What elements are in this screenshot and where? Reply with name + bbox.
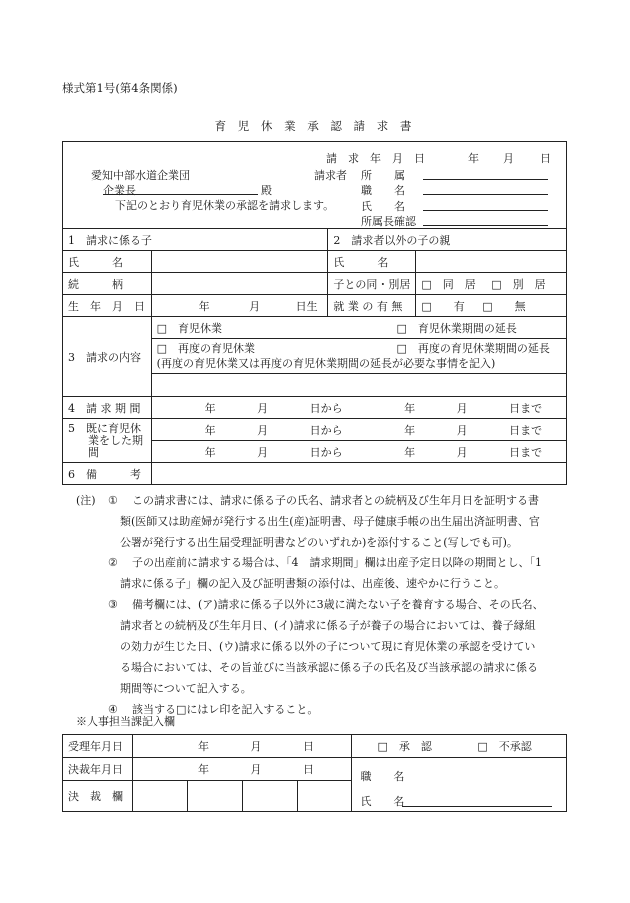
child-birthdate-label: 生 年 月 日 — [63, 295, 152, 317]
addressee-suffix: 殿 — [261, 184, 272, 197]
approval-box-4[interactable] — [297, 781, 352, 812]
prev1-from-day-unit: 日から — [309, 423, 343, 437]
cohabit-separate-checkbox[interactable]: □ 別 居 — [491, 277, 546, 291]
decided-date-field[interactable] — [132, 758, 352, 781]
position-label: 職 名 — [361, 184, 405, 197]
note-3-line-4: る場合においては、その旨並びに当該承認に係る子の氏名及び当該承認の請求に係る — [120, 661, 538, 674]
form-number: 様式第1号(第4条関係) — [62, 81, 178, 95]
request-date-label: 請 求 年 月 日 — [326, 152, 425, 165]
request-date-year-unit: 年 — [468, 152, 479, 165]
supervisor-confirm-label: 所属長確認 — [361, 215, 416, 228]
prev2-to-month-unit: 月 — [456, 445, 468, 459]
prev2-from-year-unit: 年 — [204, 445, 216, 459]
received-date-field[interactable] — [132, 735, 352, 758]
cohabit-together-checkbox[interactable]: □ 同 居 — [421, 277, 476, 291]
prev1-to-day-unit: 日まで — [509, 423, 543, 437]
note-1-line-1: この請求書には、請求に係る子の氏名、請求者との続柄及び生年月日を証明する書 — [132, 494, 539, 507]
previous-leave-period-2[interactable] — [151, 441, 566, 463]
child-name-label: 氏 名 — [63, 251, 152, 273]
notes-lead: (注) — [76, 494, 96, 507]
note-3-line-2: 請求者との続柄及び生年月日、(イ)請求に係る子が養子の場合においては、養子縁組 — [120, 619, 536, 632]
hr-section-table — [62, 734, 567, 812]
approver-cell — [352, 758, 567, 812]
decided-year-unit: 年 — [197, 763, 209, 776]
decided-date-label: 決裁年月日 — [63, 758, 133, 781]
org-name: 愛知中部水道企業団 — [91, 169, 190, 182]
child-birthdate-field[interactable] — [151, 295, 328, 317]
option-extension-checkbox[interactable]: □ 育児休業期間の延長 — [396, 321, 517, 335]
request-sentence: 下記のとおり育児休業の承認を請求します。 — [115, 199, 335, 212]
approver-name-field[interactable] — [402, 794, 552, 807]
addressee-underline — [103, 182, 258, 195]
approval-box-1[interactable] — [132, 781, 187, 812]
re-leave-note: (再度の育児休業又は再度の育児休業期間の延長が必要な事情を記入) — [156, 357, 496, 370]
position-field[interactable] — [423, 182, 548, 195]
prev1-to-year-unit: 年 — [404, 423, 416, 437]
birth-month-unit: 月 — [249, 299, 261, 313]
note-4-num: ④ — [108, 703, 118, 716]
addressee-title: 企業長 — [103, 184, 136, 197]
previous-leave-label: 5 既に育児休 業をした期 間 — [63, 419, 152, 463]
approval-box-3[interactable] — [242, 781, 297, 812]
note-1-num: ① — [108, 494, 118, 507]
cohabit-options — [416, 273, 567, 295]
approver-position-label: 職 名 — [360, 770, 405, 783]
birth-year-unit: 年 — [198, 299, 210, 313]
employment-label: 就 業 の 有 無 — [328, 295, 416, 317]
note-3-line-3: の効力が生じた日、(ウ)請求に係る以外の子について現に育児休業の承認を受けてい — [120, 640, 536, 653]
remarks-label: 6 備 考 — [63, 463, 152, 485]
child-name-field[interactable] — [151, 251, 328, 273]
supervisor-confirm-field[interactable] — [423, 213, 548, 226]
decided-month-unit: 月 — [250, 763, 262, 776]
name-field[interactable] — [423, 198, 548, 211]
birth-day-unit: 日生 — [295, 299, 318, 313]
approval-options — [352, 735, 567, 758]
child-relation-label: 続 柄 — [63, 273, 152, 295]
note-3-line-5: 期間等について記入する。 — [120, 682, 252, 695]
request-content-label: 3 請求の内容 — [63, 317, 152, 397]
note-3-num: ③ — [108, 598, 118, 611]
option-re-leave-checkbox[interactable]: □ 再度の育児休業 — [156, 342, 256, 355]
remarks-field[interactable] — [151, 463, 566, 485]
request-header-cell — [63, 142, 567, 229]
requester-label: 請求者 — [314, 169, 347, 182]
child-section-header: 1 請求に係る子 — [63, 229, 328, 251]
note-1-line-2: 類(医師又は助産婦が発行する出生(産)証明書、母子健康手帳の出生届出済証明書、官 — [120, 515, 540, 528]
approver-name-label: 氏 名 — [360, 795, 405, 808]
prev2-from-month-unit: 月 — [257, 445, 269, 459]
request-content-row1 — [151, 317, 566, 339]
previous-leave-period-1[interactable] — [151, 419, 566, 441]
option-re-extension-checkbox[interactable]: □ 再度の育児休業期間の延長 — [396, 342, 550, 355]
prev1-from-month-unit: 月 — [257, 423, 269, 437]
note-2-line-1: 子の出産前に請求する場合は、「4 請求期間」欄は出産予定日以降の期間とし、「1 — [132, 556, 542, 569]
employment-no-checkbox[interactable]: □ 無 — [482, 299, 526, 313]
received-year-unit: 年 — [197, 740, 209, 753]
child-relation-field[interactable] — [151, 273, 328, 295]
request-period-label: 4 請 求 期 間 — [63, 397, 152, 419]
re-leave-reason-field[interactable] — [151, 374, 566, 397]
request-period-field[interactable] — [151, 397, 566, 419]
request-date-day-unit: 日 — [540, 152, 551, 165]
prev1-from-year-unit: 年 — [204, 423, 216, 437]
period-to-day-unit: 日まで — [509, 401, 543, 415]
employment-options — [416, 295, 567, 317]
note-4-line-1: 該当する□にはレ印を記入すること。 — [132, 703, 319, 716]
period-from-day-unit: 日から — [309, 401, 343, 415]
period-to-month-unit: 月 — [456, 401, 468, 415]
prev1-to-month-unit: 月 — [456, 423, 468, 437]
note-1-line-3: 公署が発行する出生届受理証明書などのいずれか)を添付すること(写しでも可)。 — [120, 536, 518, 549]
period-from-month-unit: 月 — [257, 401, 269, 415]
received-day-unit: 日 — [302, 740, 314, 753]
note-2-line-2: 請求に係る子」欄の記入及び証明書類の添付は、出産後、速やかに行うこと。 — [120, 577, 505, 590]
prev2-to-year-unit: 年 — [404, 445, 416, 459]
period-to-year-unit: 年 — [404, 401, 416, 415]
request-date-month-unit: 月 — [503, 152, 514, 165]
decided-day-unit: 日 — [302, 763, 314, 776]
approval-box-2[interactable] — [187, 781, 242, 812]
request-form-table — [62, 141, 567, 485]
option-leave-checkbox[interactable]: □ 育児休業 — [156, 321, 223, 335]
reject-checkbox[interactable]: □ 不承認 — [477, 740, 532, 753]
other-parent-name-label: 氏 名 — [328, 251, 416, 273]
period-from-year-unit: 年 — [204, 401, 216, 415]
received-month-unit: 月 — [250, 740, 262, 753]
other-child-section-header: 2 請求者以外の子の親 — [328, 229, 567, 251]
note-2-num: ② — [108, 556, 118, 569]
cohabit-label: 子との同・別居 — [328, 273, 416, 295]
page-title: 育 児 休 業 承 認 請 求 書 — [214, 119, 416, 133]
hr-section-title: ※人事担当課記入欄 — [76, 715, 175, 728]
dept-field[interactable] — [423, 167, 548, 180]
request-content-row2 — [151, 339, 566, 374]
note-3-line-1: 備考欄には、(ア)請求に係る子以外に3歳に満たない子を養育する場合、その氏名、 — [132, 598, 544, 611]
prev2-to-day-unit: 日まで — [509, 445, 543, 459]
employment-yes-checkbox[interactable]: □ 有 — [421, 299, 465, 313]
name-label: 氏 名 — [361, 200, 405, 213]
dept-label: 所 属 — [361, 169, 405, 182]
approve-checkbox[interactable]: □ 承 認 — [377, 740, 432, 753]
prev2-from-day-unit: 日から — [309, 445, 343, 459]
other-parent-name-field[interactable] — [416, 251, 567, 273]
approval-column-label: 決 裁 欄 — [63, 781, 133, 812]
received-date-label: 受理年月日 — [63, 735, 133, 758]
